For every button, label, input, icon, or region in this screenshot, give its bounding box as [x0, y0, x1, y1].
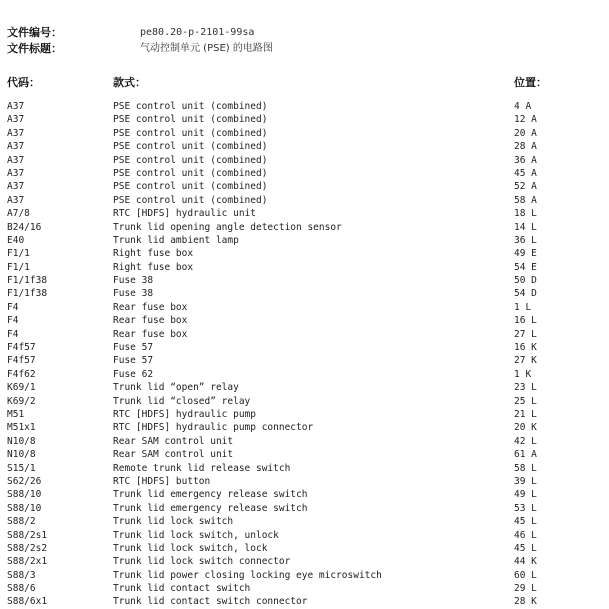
component-position: 60 L	[514, 569, 537, 581]
component-position: 52 A	[514, 181, 537, 193]
component-description: Trunk lid contact switch	[113, 583, 251, 595]
component-code: A37	[7, 127, 25, 139]
table-row	[0, 247, 609, 260]
table-row	[0, 435, 609, 448]
component-code: S88/10	[7, 502, 42, 514]
component-code: F4	[7, 315, 19, 327]
component-code: F4f57	[7, 355, 36, 367]
component-description: Trunk lid opening angle detection sensor	[113, 221, 342, 233]
component-position: 21 L	[514, 408, 537, 420]
component-description: PSE control unit (combined)	[113, 101, 268, 112]
table-row	[0, 154, 609, 167]
component-description: Rear fuse box	[113, 315, 188, 327]
component-description: PSE control unit (combined)	[113, 167, 268, 179]
table-row	[0, 421, 609, 434]
component-position: 58 L	[514, 462, 537, 474]
component-position: 16 K	[514, 342, 537, 354]
column-header-position: 位置：	[514, 76, 547, 89]
component-code: S88/2s1	[7, 529, 48, 541]
component-description: Trunk lid “closed” relay	[113, 395, 251, 407]
component-position: 58 A	[514, 194, 537, 206]
component-description: RTC [HDFS] hydraulic pump	[113, 408, 256, 420]
doc-number-label: 文件编号：	[7, 26, 62, 39]
component-description: RTC [HDFS] hydraulic unit	[113, 208, 256, 220]
table-row	[0, 194, 609, 207]
component-code: A37	[7, 181, 25, 193]
component-description: Fuse 38	[113, 275, 154, 287]
component-position: 18 L	[514, 208, 537, 220]
doc-number-row	[7, 25, 607, 41]
table-row	[0, 207, 609, 220]
component-position: 54 D	[514, 288, 537, 300]
table-row	[0, 140, 609, 153]
column-header-text: 款式：	[113, 76, 146, 89]
component-code: S88/2	[7, 516, 36, 528]
component-position: 50 D	[514, 275, 537, 287]
column-header-code: 代码：	[7, 76, 40, 89]
table-row	[0, 221, 609, 234]
component-code: F4	[7, 328, 19, 340]
component-code: F4	[7, 301, 19, 313]
component-position: 44 K	[514, 556, 537, 568]
doc-title-row	[7, 41, 607, 57]
component-position: 1 L	[514, 301, 532, 313]
component-code: M51x1	[7, 422, 36, 434]
component-code: S88/2s2	[7, 542, 48, 554]
component-code: F4f62	[7, 368, 36, 380]
component-position: 16 L	[514, 315, 537, 327]
component-code: A37	[7, 101, 25, 112]
doc-number-value: pe80.20-p-2101-99sa	[140, 27, 255, 38]
component-description: Fuse 38	[113, 288, 154, 300]
component-position: 14 L	[514, 221, 537, 233]
component-code: A37	[7, 167, 25, 179]
component-code: B24/16	[7, 221, 42, 233]
component-position: 25 L	[514, 395, 537, 407]
component-position: 45 A	[514, 167, 537, 179]
component-description: Trunk lid emergency release switch	[113, 502, 308, 514]
component-code: F1/1f38	[7, 288, 48, 300]
component-position: 39 L	[514, 475, 537, 487]
component-description: RTC [HDFS] button	[113, 475, 211, 487]
doc-title-label: 文件标题：	[7, 42, 62, 55]
component-position: 46 L	[514, 529, 537, 541]
component-position: 27 K	[514, 355, 537, 367]
component-code: M51	[7, 408, 25, 420]
component-position: 49 E	[514, 248, 537, 260]
component-position: 29 L	[514, 583, 537, 595]
component-code: S88/6	[7, 583, 36, 595]
table-row	[0, 368, 609, 381]
component-description: PSE control unit (combined)	[113, 141, 268, 153]
component-code: N10/8	[7, 435, 36, 447]
component-description: Fuse 57	[113, 355, 154, 367]
component-position: 20 A	[514, 127, 537, 139]
table-row	[0, 395, 609, 408]
table-row	[0, 328, 609, 341]
document-header	[7, 25, 607, 57]
table-row	[0, 462, 609, 475]
component-description: Trunk lid lock switch connector	[113, 556, 291, 568]
component-position: 42 L	[514, 435, 537, 447]
component-description: Trunk lid lock switch, unlock	[113, 529, 279, 541]
table-row	[0, 113, 609, 126]
component-description: Trunk lid lock switch, lock	[113, 542, 268, 554]
table-row	[0, 475, 609, 488]
component-position: 1 K	[514, 368, 532, 380]
component-position: 45 L	[514, 542, 537, 554]
component-code: A7/8	[7, 208, 30, 220]
component-description: Rear fuse box	[113, 301, 188, 313]
component-code: K69/2	[7, 395, 36, 407]
component-description: Rear SAM control unit	[113, 449, 234, 461]
component-description: Trunk lid lock switch	[113, 516, 234, 528]
component-position: 12 A	[514, 114, 537, 126]
table-row	[0, 274, 609, 287]
component-code: F1/1f38	[7, 275, 48, 287]
component-code: A37	[7, 141, 25, 153]
component-code: F1/1	[7, 248, 30, 260]
table-row	[0, 341, 609, 354]
table-row	[0, 287, 609, 300]
component-code: S15/1	[7, 462, 36, 474]
table-row	[0, 381, 609, 394]
component-code: A37	[7, 154, 25, 166]
component-description: Trunk lid power closing locking eye microswitch	[113, 569, 382, 581]
table-row	[0, 180, 609, 193]
component-position: 54 E	[514, 261, 537, 273]
table-row	[0, 314, 609, 327]
component-description: Trunk lid emergency release switch	[113, 489, 308, 501]
table-row	[0, 502, 609, 515]
component-position: 23 L	[514, 382, 537, 394]
component-description: PSE control unit (combined)	[113, 114, 268, 126]
component-code: A37	[7, 114, 25, 126]
table-row	[0, 595, 609, 608]
component-description: PSE control unit (combined)	[113, 154, 268, 166]
table-row	[0, 582, 609, 595]
component-code: A37	[7, 194, 25, 206]
component-code: S88/2x1	[7, 556, 48, 568]
component-table	[0, 100, 609, 609]
table-row	[0, 354, 609, 367]
component-description: Right fuse box	[113, 248, 194, 260]
component-position: 28 A	[514, 141, 537, 153]
component-description: Fuse 57	[113, 342, 154, 354]
component-position: 20 K	[514, 422, 537, 434]
component-code: S88/3	[7, 569, 36, 581]
table-row	[0, 529, 609, 542]
component-description: Trunk lid ambient lamp	[113, 234, 239, 246]
table-row	[0, 167, 609, 180]
doc-title-value: 气动控制单元 (PSE) 的电路图	[140, 43, 273, 54]
component-description: Rear SAM control unit	[113, 435, 234, 447]
table-row	[0, 301, 609, 314]
component-position: 36 A	[514, 154, 537, 166]
component-position: 4 A	[514, 101, 532, 112]
table-row	[0, 488, 609, 501]
table-row	[0, 569, 609, 582]
table-row	[0, 515, 609, 528]
component-code: N10/8	[7, 449, 36, 461]
table-row	[0, 234, 609, 247]
component-code: E40	[7, 234, 25, 246]
table-row	[0, 100, 609, 113]
component-position: 36 L	[514, 234, 537, 246]
component-description: Trunk lid “open” relay	[113, 382, 239, 394]
component-code: S88/10	[7, 489, 42, 501]
component-position: 45 L	[514, 516, 537, 528]
component-code: F1/1	[7, 261, 30, 273]
component-description: PSE control unit (combined)	[113, 127, 268, 139]
component-code: K69/1	[7, 382, 36, 394]
component-position: 27 L	[514, 328, 537, 340]
table-row	[0, 408, 609, 421]
component-description: PSE control unit (combined)	[113, 194, 268, 206]
component-description: Right fuse box	[113, 261, 194, 273]
table-row	[0, 448, 609, 461]
component-description: Fuse 62	[113, 368, 154, 380]
table-row	[0, 542, 609, 555]
table-row	[0, 261, 609, 274]
table-row	[0, 127, 609, 140]
component-code: S62/26	[7, 475, 42, 487]
component-position: 53 L	[514, 502, 537, 514]
component-description: RTC [HDFS] hydraulic pump connector	[113, 422, 314, 434]
component-position: 28 K	[514, 596, 537, 608]
component-description: Trunk lid contact switch connector	[113, 596, 308, 608]
component-description: Remote trunk lid release switch	[113, 462, 291, 474]
component-description: Rear fuse box	[113, 328, 188, 340]
component-position: 61 A	[514, 449, 537, 461]
component-description: PSE control unit (combined)	[113, 181, 268, 193]
component-code: S88/6x1	[7, 596, 48, 608]
component-code: F4f57	[7, 342, 36, 354]
component-position: 49 L	[514, 489, 537, 501]
table-row	[0, 555, 609, 568]
